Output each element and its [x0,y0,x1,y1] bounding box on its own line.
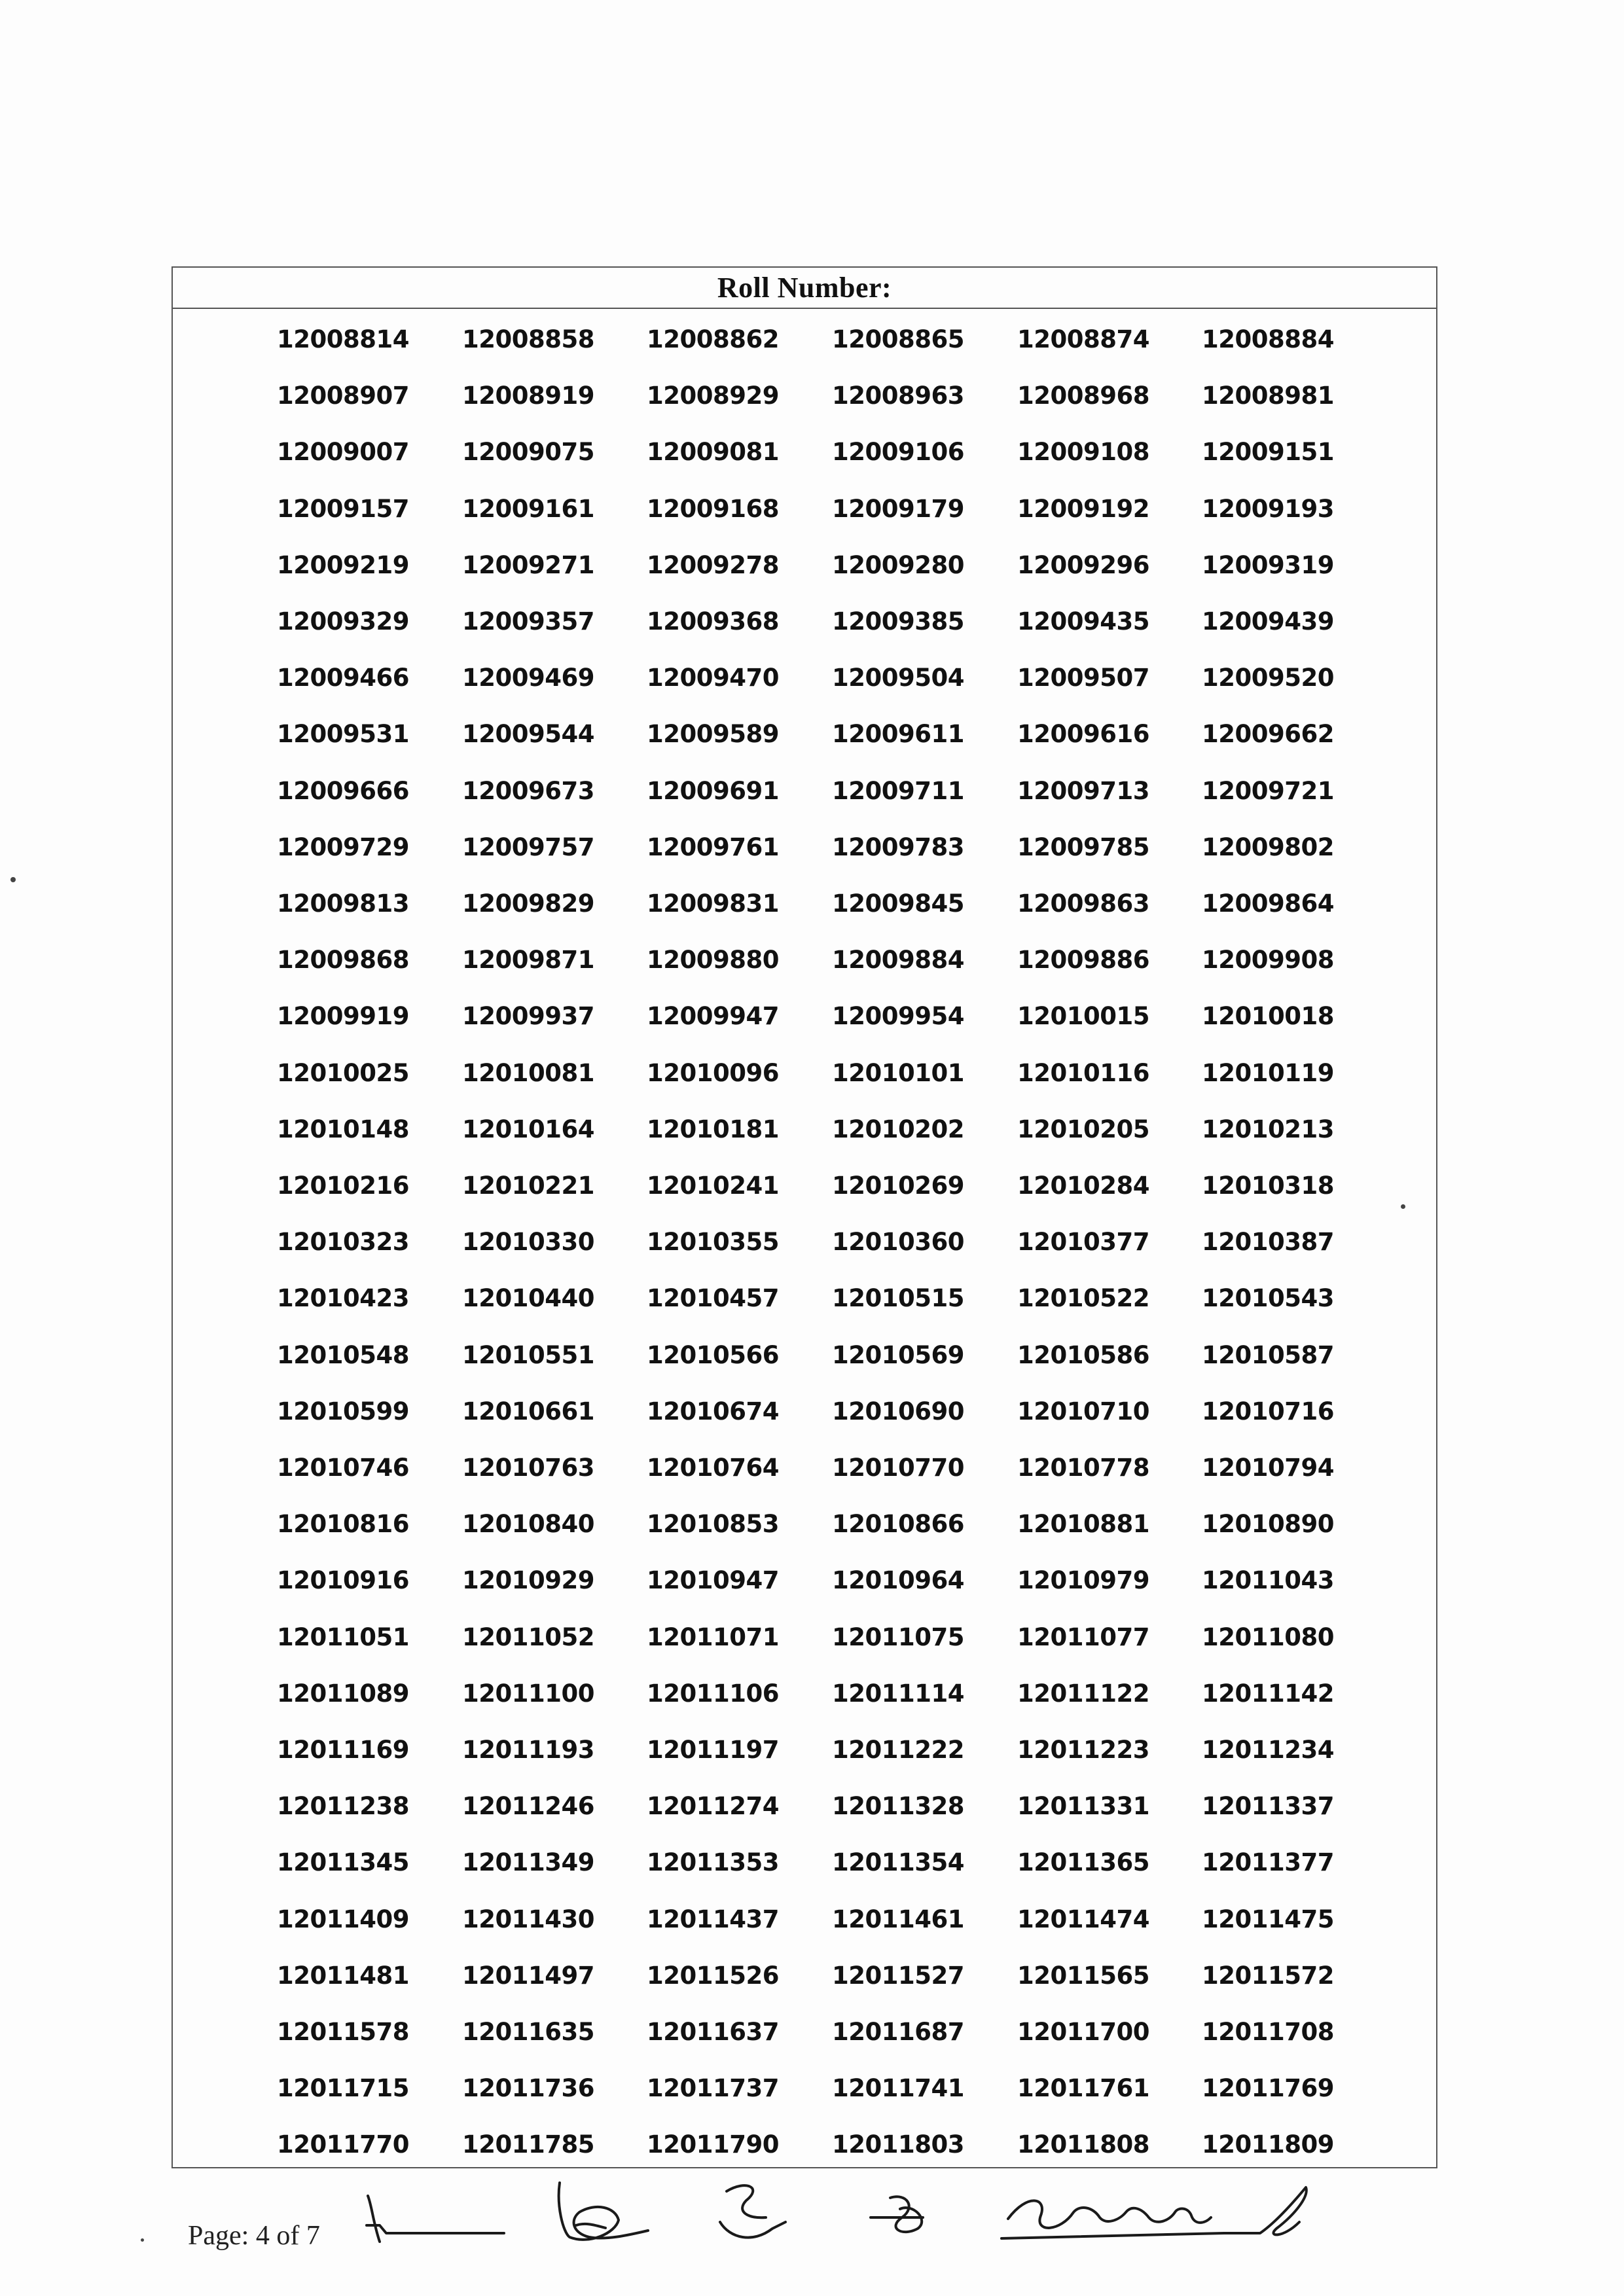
roll-number-cell: 12009106 [832,438,964,467]
roll-number-cell: 12009531 [277,720,409,749]
page-indicator [188,2220,320,2251]
roll-number-cell: 12010890 [1202,1510,1334,1539]
roll-number-cell: 12009880 [647,946,779,975]
signature-3 [720,2185,785,2237]
roll-number-cell: 12008814 [277,325,409,353]
roll-number-cell: 12009616 [1017,720,1149,749]
roll-number-cell: 12010979 [1017,1566,1149,1595]
roll-number-cell: 12011077 [1017,1623,1149,1651]
roll-number-cell: 12010543 [1202,1284,1334,1313]
roll-number-cell: 12008884 [1202,325,1334,353]
roll-number-cell: 12011497 [462,1961,594,1990]
roll-number-cell: 12010025 [277,1058,409,1087]
roll-number-cell: 12009845 [832,889,964,918]
roll-number-cell: 12009829 [462,889,594,918]
roll-number-cell: 12010096 [647,1058,779,1087]
speck [10,877,16,882]
roll-number-cell: 12011051 [277,1623,409,1651]
page-number: 4 [255,2221,270,2251]
table-row [173,1903,1436,1943]
table-row [173,1057,1436,1096]
roll-number-cell: 12009161 [462,494,594,523]
table-row [173,1508,1436,1547]
roll-number-cell: 12009908 [1202,946,1334,975]
roll-number-cell: 12009919 [277,1002,409,1031]
table-row [173,1677,1436,1717]
roll-number-cell: 12009954 [832,1002,964,1031]
roll-number-cell: 12010330 [462,1228,594,1257]
roll-number-cell: 12009435 [1017,607,1149,636]
roll-number-cell: 12010181 [647,1115,779,1143]
roll-number-cell: 12010457 [647,1284,779,1313]
roll-number-cell: 12011475 [1202,1905,1334,1933]
roll-number-cell: 12009280 [832,550,964,579]
roll-number-cell: 12009863 [1017,889,1149,918]
roll-number-cell: 12010241 [647,1172,779,1200]
roll-number-cell: 12010599 [277,1397,409,1426]
roll-number-cell: 12011785 [462,2130,594,2159]
table-row [173,944,1436,983]
roll-number-cell: 12009151 [1202,438,1334,467]
roll-number-cell: 12009666 [277,776,409,805]
roll-number-cell: 12011080 [1202,1623,1334,1651]
roll-number-cell: 12009466 [277,664,409,692]
roll-number-cell: 12011337 [1202,1792,1334,1821]
roll-number-cell: 12009691 [647,776,779,805]
roll-number-cell: 12011708 [1202,2018,1334,2046]
roll-number-cell: 12010081 [462,1058,594,1087]
roll-number-cell: 12010866 [832,1510,964,1539]
roll-number-cell: 12011193 [462,1736,594,1764]
roll-number-cell: 12010763 [462,1454,594,1482]
roll-number-cell: 12011274 [647,1792,779,1821]
roll-number-cell: 12009192 [1017,494,1149,523]
roll-number-cell: 12010716 [1202,1397,1334,1426]
roll-number-cell: 12010360 [832,1228,964,1257]
roll-number-cell: 12010710 [1017,1397,1149,1426]
roll-number-cell: 12009871 [462,946,594,975]
roll-number-cell: 12009611 [832,720,964,749]
roll-number-cell: 12011737 [647,2074,779,2103]
roll-number-cell: 12011700 [1017,2018,1149,2046]
table-row [173,1282,1436,1321]
roll-number-cell: 12011106 [647,1679,779,1708]
roll-number-cell: 12009589 [647,720,779,749]
roll-number-cell: 12010284 [1017,1172,1149,1200]
page-of-label: of [276,2221,300,2251]
roll-number-cell: 12010387 [1202,1228,1334,1257]
roll-number-cell: 12009081 [647,438,779,467]
roll-number-cell: 12011345 [277,1848,409,1877]
roll-number-cell: 12010522 [1017,1284,1149,1313]
roll-number-cell: 12009193 [1202,494,1334,523]
roll-number-cell: 12011715 [277,2074,409,2103]
roll-number-cell: 12010569 [832,1340,964,1369]
roll-number-cell: 12011565 [1017,1961,1149,1990]
roll-number-cell: 12009783 [832,833,964,861]
roll-number-cell: 12010551 [462,1340,594,1369]
roll-number-cell: 12011071 [647,1623,779,1651]
roll-number-cell: 12010216 [277,1172,409,1200]
table-row [173,1395,1436,1435]
roll-number-cell: 12009075 [462,438,594,467]
roll-number-cell: 12011578 [277,2018,409,2046]
roll-number-cell: 12010440 [462,1284,594,1313]
roll-number-cell: 12008874 [1017,325,1149,353]
table-row [173,549,1436,588]
roll-number-cell: 12009868 [277,946,409,975]
table-row [173,436,1436,475]
roll-number-cell: 12010586 [1017,1340,1149,1369]
roll-number-cell: 12010840 [462,1510,594,1539]
signature-1 [367,2196,504,2242]
roll-number-cell: 12010764 [647,1454,779,1482]
roll-number-cell: 12011761 [1017,2074,1149,2103]
roll-number-cell: 12010515 [832,1284,964,1313]
roll-number-cell: 12011169 [277,1736,409,1764]
roll-number-cell: 12010816 [277,1510,409,1539]
roll-number-cell: 12009507 [1017,664,1149,692]
roll-number-cell: 12011354 [832,1848,964,1877]
roll-number-cell: 12010269 [832,1172,964,1200]
roll-number-cell: 12011197 [647,1736,779,1764]
roll-number-cell: 12009886 [1017,946,1149,975]
roll-number-cell: 12011331 [1017,1792,1149,1821]
roll-number-cell: 12009713 [1017,776,1149,805]
table-row [173,1734,1436,1773]
roll-number-cell: 12010853 [647,1510,779,1539]
roll-number-cell: 12011365 [1017,1848,1149,1877]
roll-number-cell: 12009385 [832,607,964,636]
roll-number-cell: 12009168 [647,494,779,523]
roll-number-cell: 12009157 [277,494,409,523]
roll-number-cell: 12010101 [832,1058,964,1087]
table-row [173,662,1436,701]
signature-2 [559,2183,648,2240]
roll-number-cell: 12010018 [1202,1002,1334,1031]
table-row [173,1452,1436,1491]
roll-number-cell: 12010377 [1017,1228,1149,1257]
roll-number-cell: 12008858 [462,325,594,353]
speck [1401,1204,1405,1209]
roll-number-cell: 12010661 [462,1397,594,1426]
roll-number-cell: 12009108 [1017,438,1149,467]
page-total: 7 [306,2221,320,2251]
roll-number-cell: 12011222 [832,1736,964,1764]
roll-number-cell: 12010916 [277,1566,409,1595]
roll-number-cell: 12011409 [277,1905,409,1933]
roll-number-cell: 12010770 [832,1454,964,1482]
roll-number-cell: 12009520 [1202,664,1334,692]
roll-number-cell: 12010323 [277,1228,409,1257]
roll-number-cell: 12010566 [647,1340,779,1369]
roll-number-cell: 12009296 [1017,550,1149,579]
table-row [173,831,1436,870]
roll-number-cell: 12008981 [1202,382,1334,410]
roll-number-cell: 12010929 [462,1566,594,1595]
table-row [173,1564,1436,1604]
roll-number-cell: 12011238 [277,1792,409,1821]
roll-number-cell: 12011769 [1202,2074,1334,2103]
roll-number-cell: 12009757 [462,833,594,861]
table-row [173,1621,1436,1660]
signature-4 [871,2197,923,2232]
roll-number-cell: 12011526 [647,1961,779,1990]
roll-number-cell: 12011377 [1202,1848,1334,1877]
roll-number-cell: 12010964 [832,1566,964,1595]
table-row [173,605,1436,645]
roll-number-cell: 12009884 [832,946,964,975]
roll-number-cell: 12010202 [832,1115,964,1143]
roll-number-cell: 12008907 [277,382,409,410]
table-row [173,1790,1436,1829]
roll-number-cell: 12011122 [1017,1679,1149,1708]
roll-number-cell: 12010587 [1202,1340,1334,1369]
roll-number-cell: 12009271 [462,550,594,579]
roll-number-cell: 12008862 [647,325,779,353]
table-row [173,2072,1436,2111]
roll-number-cell: 12008865 [832,325,964,353]
roll-number-cell: 12011474 [1017,1905,1149,1933]
table-row [173,493,1436,532]
roll-number-cell: 12011075 [832,1623,964,1651]
roll-number-cell: 12011790 [647,2130,779,2159]
roll-number-cell: 12011736 [462,2074,594,2103]
signatures [353,2160,1466,2291]
roll-number-cell: 12011809 [1202,2130,1334,2159]
roll-number-cell: 12009504 [832,664,964,692]
roll-number-cell: 12011353 [647,1848,779,1877]
roll-number-cell: 12010794 [1202,1454,1334,1482]
roll-number-cell: 12011223 [1017,1736,1149,1764]
table-row [173,323,1436,363]
table-row [173,380,1436,419]
roll-number-cell: 12011430 [462,1905,594,1933]
roll-number-cell: 12011437 [647,1905,779,1933]
table-row [173,775,1436,814]
roll-number-cell: 12009721 [1202,776,1334,805]
roll-number-cell: 12011770 [277,2130,409,2159]
roll-number-cell: 12010355 [647,1228,779,1257]
roll-number-cell: 12009729 [277,833,409,861]
roll-number-cell: 12009947 [647,1002,779,1031]
roll-number-cell: 12010548 [277,1340,409,1369]
roll-number-cell: 12010015 [1017,1002,1149,1031]
roll-number-cell: 12010778 [1017,1454,1149,1482]
roll-number-cell: 12009439 [1202,607,1334,636]
roll-number-cell: 12010318 [1202,1172,1334,1200]
roll-number-cell: 12009831 [647,889,779,918]
roll-number-cell: 12009007 [277,438,409,467]
roll-number-cell: 12010148 [277,1115,409,1143]
roll-number-cell: 12009785 [1017,833,1149,861]
roll-number-cell: 12009368 [647,607,779,636]
roll-number-cell: 12009937 [462,1002,594,1031]
table-row [173,1339,1436,1378]
roll-number-cell: 12009329 [277,607,409,636]
roll-number-cell: 12008968 [1017,382,1149,410]
table-row [173,1960,1436,1999]
roll-number-cell: 12009761 [647,833,779,861]
table-row [173,1113,1436,1153]
table-title: Roll Number: [717,272,892,304]
table-row [173,1846,1436,1886]
roll-number-cell: 12011461 [832,1905,964,1933]
roll-number-cell: 12011572 [1202,1961,1334,1990]
roll-number-cell: 12009469 [462,664,594,692]
roll-number-cell: 12011687 [832,2018,964,2046]
table-row [173,888,1436,927]
table-row [173,718,1436,757]
roll-number-cell: 12009802 [1202,833,1334,861]
table-row [173,1000,1436,1039]
roll-number-cell: 12011481 [277,1961,409,1990]
roll-number-cell: 12011328 [832,1792,964,1821]
roll-number-cell: 12011142 [1202,1679,1334,1708]
roll-number-table [171,266,1437,2168]
roll-number-cell: 12009813 [277,889,409,918]
roll-number-cell: 12011246 [462,1792,594,1821]
table-row [173,2016,1436,2055]
roll-number-cell: 12011114 [832,1679,964,1708]
roll-number-cell: 12008929 [647,382,779,410]
roll-number-cell: 12009544 [462,720,594,749]
roll-number-cell: 12008919 [462,382,594,410]
roll-number-cell: 12009470 [647,664,779,692]
roll-number-cell: 12010164 [462,1115,594,1143]
table-row [173,1226,1436,1265]
roll-number-cell: 12011089 [277,1679,409,1708]
roll-number-cell: 12011803 [832,2130,964,2159]
signature-5 [1001,2200,1224,2238]
roll-number-cell: 12010690 [832,1397,964,1426]
roll-number-cell: 12010947 [647,1566,779,1595]
roll-number-cell: 12009673 [462,776,594,805]
roll-number-cell: 12011043 [1202,1566,1334,1595]
roll-number-cell: 12011808 [1017,2130,1149,2159]
roll-number-cell: 12009864 [1202,889,1334,918]
roll-number-cell: 12011100 [462,1679,594,1708]
roll-number-cell: 12009179 [832,494,964,523]
roll-number-cell: 12010746 [277,1454,409,1482]
table-header [173,268,1436,309]
roll-number-cell: 12011741 [832,2074,964,2103]
roll-number-cell: 12011234 [1202,1736,1334,1764]
table-row [173,1170,1436,1209]
roll-number-cell: 12010881 [1017,1510,1149,1539]
page-label: Page: [188,2221,249,2251]
roll-number-cell: 12009219 [277,550,409,579]
roll-number-cell: 12010205 [1017,1115,1149,1143]
roll-number-cell: 12010119 [1202,1058,1334,1087]
signature-6 [1224,2187,1307,2234]
roll-number-cell: 12011052 [462,1623,594,1651]
roll-number-cell: 12010213 [1202,1115,1334,1143]
roll-number-cell: 12009319 [1202,550,1334,579]
roll-number-cell: 12010674 [647,1397,779,1426]
roll-number-cell: 12010116 [1017,1058,1149,1087]
roll-number-cell: 12009711 [832,776,964,805]
roll-number-cell: 12011637 [647,2018,779,2046]
roll-number-cell: 12009357 [462,607,594,636]
roll-number-cell: 12010423 [277,1284,409,1313]
roll-number-cell: 12009662 [1202,720,1334,749]
roll-number-cell: 12011349 [462,1848,594,1877]
roll-number-cell: 12008963 [832,382,964,410]
roll-number-cell: 12009278 [647,550,779,579]
roll-number-cell: 12010221 [462,1172,594,1200]
roll-number-rows [173,309,1436,2167]
speck [141,2238,144,2242]
roll-number-cell: 12011527 [832,1961,964,1990]
roll-number-cell: 12011635 [462,2018,594,2046]
